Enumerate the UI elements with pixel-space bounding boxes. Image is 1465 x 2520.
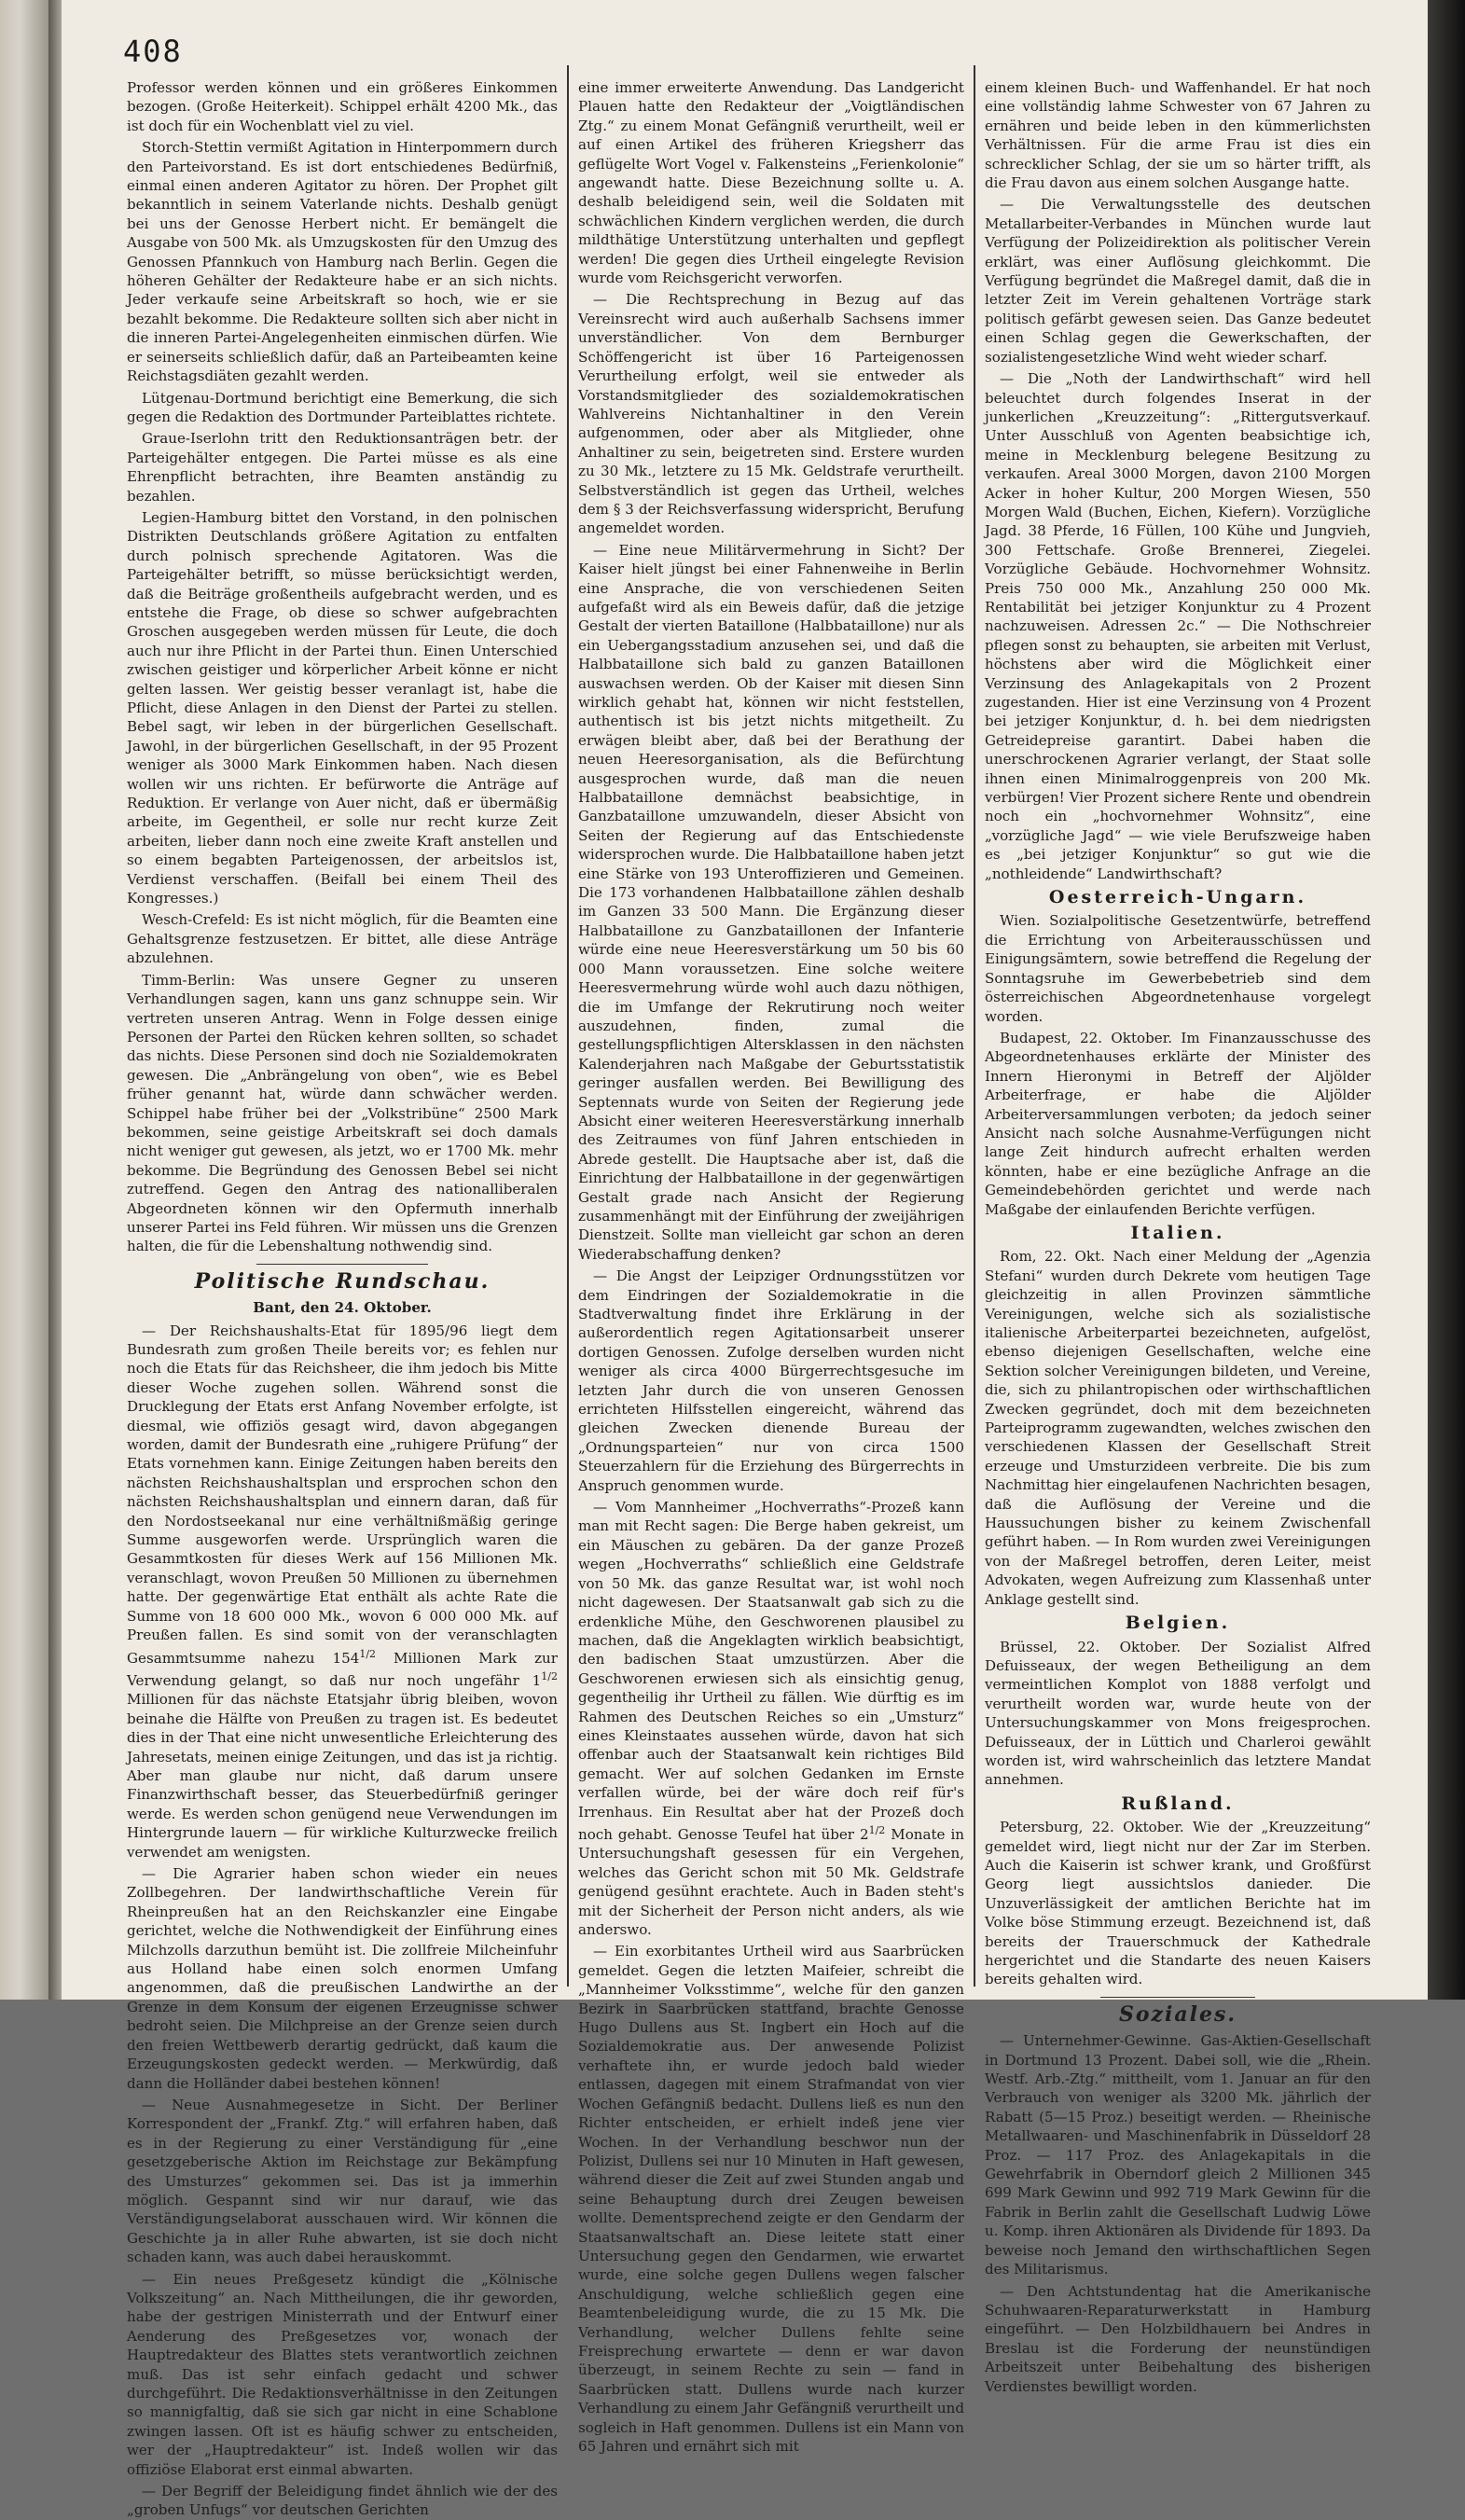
dark-page-edge xyxy=(1428,0,1465,2000)
separator-line xyxy=(256,1264,429,1265)
gutter-shadow xyxy=(48,0,62,2000)
article-text: — Die Verwaltungsstelle des deutschen Metallarbeiter-Verbandes in München wurde laut Verfügung der Polizeidirektion als politischer Verein erklärt, was einer Auflösung gleichkommt. Die Verfügung begründet die Maßregel damit, daß die in letzter Zeit im Verein gehaltenen Vorträge stark politisch gefärbt gewesen seien. Das Ganze bedeutet einen Schlag gegen die Gewerkschaften, der sozialistengesetzliche Wind weht wieder scharf. xyxy=(985,196,1371,366)
article-text: — Neue Ausnahmegesetze in Sicht. Der Berliner Korrespondent der „Frankf. Ztg.“ will erfahren haben, daß es in der Regierung zu einer Verständigung für „eine gesetzgeberische Aktion im Reichstage zur Bekämpfung des Umsturzes“ gekommen sei. Das ist ja immerhin möglich. Gespannt sind wir nur darauf, wie das Verständigungselaborat ausschauen wird. Wir können die Geschichte ja in aller Ruhe abwarten, ist sie doch nicht schaden kann, was auch dabei herauskommt. xyxy=(127,2096,558,2266)
country-heading-oesterreich: Oesterreich-Ungarn. xyxy=(1048,887,1307,908)
article-text: — Der Begriff der Beleidigung findet ähnlich wie der des „groben Unfugs“ vor deutschen Gerichten xyxy=(127,2483,558,2519)
country-heading-belgien: Belgien. xyxy=(1125,1613,1231,1634)
article-text: — Eine neue Militärvermehrung in Sicht? Der Kaiser hielt jüngst bei einer Fahnenweihe in Berlin eine Ansprache, die von verschiedenen Seiten aufgefaßt wird als ein Beweis dafür, daß die jetzige Gestalt der vierten Bataillone (Halbbataillone) nur als ein Uebergangsstadium anzusehen sei, und daß die Halbbataillone sich bald zu ganzen Bataillonen auswachsen werden. Ob der Kaiser mit diesen Sinn wirklich gehabt hat, können wir nicht feststellen, authentisch ist bis jetzt nichts mitgetheilt. Zu erwägen bleibt aber, daß bei der Berathung der neuen Heeresorganisation, als die Befürchtung ausgesprochen wurde, daß man die neuen Halbbataillone demnächst beabsichtige, in Ganzbataillone umzuwandeln, dieser Absicht von Seiten der Regierung auf das Entschiedenste widersprochen wurde. Die Halbbataillone haben jetzt eine Stärke von 193 Unteroffizieren und Gemeinen. Die 173 vorhandenen Halbbataillone zählen deshalb im Ganzen 33 500 Mann. Die Ergänzung dieser Halbbataillone zu Ganzbataillonen der Infanterie würde eine neue Heeresverstärkung um 50 bis 60 000 Mann voraussetzen. Eine solche weitere Heeresvermehrung würde wohl auch dazu nöthigen, die im Umfange der Rekrutirung noch weiter auszudehnen, finden, zumal die gestellungspflichtigen Altersklassen in den nächsten Kalenderjahren nach Maßgabe der Geburtsstatistik geringer ausfallen werden. Bei Bewilligung des Septennats wurde von Seiten der Regierung jede Absicht einer weiteren Heeresverstärkung innerhalb des Zeitraumes von fünf Jahren entschieden in Abrede gestellt. Die Hauptsache aber ist, daß die Einrichtung der Halbbataillone in der gegenwärtigen Gestalt grade nach Ansicht der Regierung zusammenhängt mit der Einführung der zweijährigen Dienstzeit. Sollte man vielleicht gar schon an deren Wiederabschaffung denken? xyxy=(578,541,964,1263)
article-text: eine immer erweiterte Anwendung. Das Landgericht Plauen hatte den Redakteur der „Voigtländischen Ztg.“ zu einem Monat Gefängniß verurtheilt, weil er auf einen Artikel des früheren Kriegsherr das geflügelte Wort Vogel v. Falkensteins „Ferienkolonie“ angewandt hatte. Diese Bezeichnung sollte u. A. deshalb beleidigend sein, weil die Soldaten mit schwächlichen Kindern verglichen werden, die durch mildthätige Unterstützung unterhalten und gepflegt werden! Die gegen dies Urtheil eingelegte Revision wurde vom Reichsgericht verworfen. xyxy=(578,79,964,287)
page-number: 408 xyxy=(123,34,183,69)
article-text: — Die „Noth der Landwirthschaft“ wird hell beleuchtet durch folgendes Inserat in der junkerlichen „Kreuzzeitung“: „Rittergutsverkauf. Unter Ausschluß von Agenten beabsichtige ich, meine in Mecklenburg belegene Besitzung zu verkaufen. Areal 3000 Morgen, davon 2100 Morgen Acker in hoher Kultur, 200 Morgen Wiesen, 550 Morgen Wald (Buchen, Eichen, Kiefern). Vorzügliche Jagd. 38 Pferde, 16 Füllen, 100 Kühe und Jungvieh, 300 Fettschafe. Große Brennerei, Ziegelei. Vorzügliche Gebäude. Hochvornehmer Wohnsitz. Preis 750 000 Mk., Anzahlung 250 000 Mk. Rentabilität bei jetziger Konjunktur zu 4 Prozent nachzuweisen. Adressen 2c.“ — Die Nothschreier pflegen sonst zu behaupten, sie arbeiten mit Verlust, höchstens aber wird die Möglichkeit einer Verzinsung des Anlagekapitals von 2 Prozent zugestanden. Hier ist eine Verzinsung von 4 Prozent bei jetziger Konjunktur, d. h. bei dem niedrigsten Getreidepreise garantirt. Dabei haben die unerschrockenen Agrarier verlangt, der Staat solle ihnen einen Minimalroggenpreis von 200 Mk. verbürgen! Vier Prozent sichere Rente und obendrein noch ein „hochvornehmer Wohnsitz“, eine „vorzügliche Jagd“ — wie viele Berufszweige haben es „bei jetziger Konjunktur“ so gut wie die „nothleidende“ Landwirthschaft? xyxy=(985,370,1371,882)
dateline: Bant, den 24. Oktober. xyxy=(253,1299,432,1317)
column-rule-1 xyxy=(567,65,569,1987)
separator-line xyxy=(1100,1997,1255,1998)
article-text: einem kleinen Buch- und Waffenhandel. Er hat noch eine vollständig lahme Schwester von 67 Jahren zu ernähren und beide leben in den kümmerlichsten Verhältnissen. Für die arme Frau ist dies ein schrecklicher Schlag, der sie um so härter trifft, als die Frau davon aus einem solchen Ausgange hatte. xyxy=(985,79,1371,192)
column-3 xyxy=(985,78,1371,2395)
article-text: Brüssel, 22. Oktober. Der Sozialist Alfred Defuisseaux, der wegen Betheiligung an dem vermeintlichen Komplot von 1888 verfolgt und verurtheilt worden war, wurde heute von der Untersuchungskammer von Mons freigesprochen. Defuisseaux, der in Lüttich und Charleroi gewählt worden ist, wird wahrscheinlich das letztere Mandat annehmen. xyxy=(985,1638,1371,1789)
fraction: 1/2 xyxy=(359,1647,377,1660)
article-text: — Ein exorbitantes Urtheil wird aus Saarbrücken gemeldet. Gegen die letzten Maifeier, schreibt die „Mannheimer Volksstimme“, welche für den ganzen Bezirk in Saarbrücken stattfand, brachte Genosse Hugo Dullens aus St. Ingbert ein Hoch auf die Sozialdemokratie aus. Der anwesende Polizist verhaftete ihn, er wurde jedoch bald wieder entlassen, dagegen mit einem Strafmandat von vier Wochen Gefängniß bedacht. Dullens ließ es nun den Richter entscheiden, er erhielt indeß jene vier Wochen. In der Verhandlung beschwor nun der Polizist, Dullens sei nur 10 Minuten in Haft gewesen, während dieser die Zeit auf zwei Stunden angab und seine Behauptung durch drei Zeugen beweisen wollte. Dementsprechend zeigte er den Gendarm der Staatsanwaltschaft an. Diese leitete statt einer Untersuchung gegen den Gendarmen, wie erwartet wurde, eine solche gegen Dullens wegen falscher Anschuldigung, welche schließlich gegen eine Beamtenbeleidigung wurde, die zu 15 Mk. Die Verhandlung, welcher Dullens fehlte seine Freisprechung erwartete — denn er war davon überzeugt, in seinem Rechte zu sein — fand in Saarbrücken statt. Dullens wurde nach kurzer Verhandlung zu einem Jahr Gefängniß verurtheilt und sogleich in Haft genommen. Dullens ist ein Mann von 65 Jahren und ernährt sich mit xyxy=(578,1943,964,2455)
article-text: — Den Achtstundentag hat die Amerikanische Schuhwaaren-Reparaturwerkstatt in Hamburg eingeführt. — Den Holzbildhauern bei Andres in Breslau ist die Forderung der neunstündigen Arbeitszeit unter Beibehaltung des bisherigen Verdienstes bewilligt worden. xyxy=(985,2282,1371,2395)
country-heading-italien: Italien. xyxy=(1130,1222,1225,1243)
column-1 xyxy=(127,78,558,2519)
article-text: — Ein neues Preßgesetz kündigt die „Kölnische Volkszeitung“ an. Nach Mittheilungen, die ihr geworden, habe der gestrigen Ministerrath und der Entwurf einer Aenderung des Preßgesetzes vor, wonach der Hauptredakteur des Blattes stets verantwortlich zeichnen muß. Das ist sehr einfach gedacht und schwer durchgeführt. Die Redaktionsverhältnisse in den Zeitungen so mannigfaltig, daß sie sich gar nicht in eine Schablone zwingen lassen. Oft ist es häufig schwer zu entscheiden, wer der „Hauptredakteur“ ist. Indeß wollen wir das offiziöse Elaborat erst einmal abwarten. xyxy=(127,2270,558,2478)
article-text-part: Millionen Mark zur Verwendung gelangt, so daß nur noch ungefähr 1 xyxy=(127,1649,558,1689)
article-text-part: Monate in Untersuchungshaft gesessen für ein Vergehen, welches das Gericht schon mit 50 Mk. Geldstrafe genügend gesühnt erachtete. Auch in Baden steht's mit der Sicherheit der Person nicht anders, als wie anderswo. xyxy=(578,1826,964,1939)
article-text: — Unternehmer-Gewinne. Gas-Aktien-Gesellschaft in Dortmund 13 Prozent. Dabei soll, wie die „Rhein. Westf. Arb.-Ztg.“ mittheilt, vom 1. Januar an für den Verbrauch von weniger als 3200 Mk. jährlich der Rabatt (5—15 Proz.) beseitigt werden. — Rheinische Metallwaaren- und Maschinenfabrik in Düsseldorf 28 Proz. — 117 Proz. des Anlagekapitals in die Gewehrfabrik in Oberndorf gleich 2 Millionen 345 699 Mark Gewinn und 992 719 Mark Gewinn für die Fabrik in Berlin zahlt die Gesellschaft Ludwig Löwe u. Komp. ihren Aktionären als Dividende für 1893. Da beweise noch Jemand den wirthschaftlichen Segen des Militarismus. xyxy=(985,2032,1371,2278)
section-heading: Politische Rundschau. xyxy=(194,1268,491,1294)
fraction: 1/2 xyxy=(541,1669,558,1682)
article-text: — Die Angst der Leipziger Ordnungsstützen vor dem Eindringen der Sozialdemokratie in die Stadtverwaltung findet ihre Erklärung in der außerordentlich regen Agitationsarbeit unserer dortigen Genossen. Zufolge derselben wurden nicht weniger als circa 4000 Bürgerrechtsgesuche im letzten Jahr durch die von unseren Genossen errichteten Hilfsstellen eingereicht, während das gleichen Zwecken dienende Bureau der „Ordnungsparteien“ nur von circa 1500 Steuerzahlern für die Erziehung des Bürgerrechts in Anspruch genommen wurde. xyxy=(578,1267,964,1494)
article-text: Budapest, 22. Oktober. Im Finanzausschusse des Abgeordnetenhauses erklärte der Minister des Innern Hieronymi in Betreff der Aljölder Arbeiterfrage, er habe die Aljölder Arbeiterversammlungen verboten; da jedoch seiner Ansicht nach solche Ausnahme-Verfügungen nicht lange Zeit hindurch aufrecht erhalten werden könnten, habe er eine bezügliche Anfrage an die Gemeindebehörden gerichtet und werde nach Maßgabe der einlaufenden Berichte verfügen. xyxy=(985,1029,1371,1218)
article-text: Rom, 22. Okt. Nach einer Meldung der „Agenzia Stefani“ wurden durch Dekrete vom heutigen Tage gleichzeitig in allen Provinzen sämmtliche Vereinigungen, welche sich als sozialistische italienische Arbeiterpartei bezeichneten, aufgelöst, ebenso diejenigen Gesellschaften, welche eine Sektion solcher Vereinigungen bildeten, und Vereine, die, sich zu philantropischen oder wirthschaftlichen Zwecken gegründet, doch mit dem bezeichneten Parteiprogramm zugewandten, welches zwischen den verschiedenen Klassen der Gesellschaft Streit erzeuge und Umsturzideen verbreite. Die bis zum Nachmittag hier eingelaufenen Nachrichten besagen, daß die Auflösung der Vereine und die Haussuchungen bisher zu keinem Zwischenfall geführt haben. — In Rom wurden zwei Vereinigungen von der Maßregel betroffen, deren Leiter, meist Advokaten, wegen Aufreizung zum Klassenhaß unter Anklage gestellt sind. xyxy=(985,1248,1371,1608)
country-heading-russland: Rußland. xyxy=(1121,1793,1235,1814)
article-text: Lütgenau-Dortmund berichtigt eine Bemerkung, die sich gegen die Redaktion des Dortmunder Parteiblattes richtete. xyxy=(127,389,558,425)
article-text-part: — Der Reichshaushalts-Etat für 1895/96 liegt dem Bundesrath zum großen Theile bereits vor; es fehlen nur noch die Etats für das Reichsheer, die ihm jedoch bis Mitte dieser Woche zugehen sollen. Während sonst die Drucklegung der Etats erst Anfang November erfolgte, ist diesmal, wie offiziös gesagt wird, davon abgegangen worden, damit der Bundesrath eine „ruhigere Prüfung“ der Etats vornehmen kann. Einige Zeitungen haben bereits den nächsten Reichshaushaltsplan und ersprochen schon den nächsten Reichshaushaltsplan und einnern daran, daß für den Nordostseekanal nur eine verhältnißmäßig geringe Summe ausgeworfen werde. Ursprünglich waren die Gesammtkosten für dieses Werk auf 156 Millionen Mk. veranschlagt, wovon Preußen 50 Millionen zu übernehmen hatte. Der gegenwärtige Etat enthält als achte Rate die Summe von 18 600 000 Mk., wovon 6 000 000 Mk. auf Preußen fallen. Es sind somit von der veranschlagten Gesammtsumme nahezu 154 xyxy=(127,1322,558,1667)
article-text: Wesch-Crefeld: Es ist nicht möglich, für die Beamten eine Gehaltsgrenze festzusetzen. Er bittet, alle diese Anträge abzulehnen. xyxy=(127,911,558,967)
article-text xyxy=(127,1322,558,1862)
article-text: — Die Rechtsprechung in Bezug auf das Vereinsrecht wird auch außerhalb Sachsens immer unverständlicher. Von dem Bernburger Schöffengericht ist über 16 Parteigenossen Verurtheilung erfolgt, weil sie entweder als Vorstandsmitglieder des sozialdemokratischen Wahlvereins Nichtanhaltiner in den Verein aufgenommen, oder aber als Mitglieder, ohne Anhaltiner zu sein, beigetreten sind. Erstere wurden zu 30 Mk., letztere zu 15 Mk. Geldstrafe verurtheilt. Selbstverständlich ist gegen das Urtheil, welches dem § 3 der Reichsverfassung widerspricht, Berufung angemeldet worden. xyxy=(578,291,964,537)
article-text: Wien. Sozialpolitische Gesetzentwürfe, betreffend die Errichtung von Arbeiterausschüssen und Einigungsämtern, sowie betreffend die Regelung der Sonntagsruhe im Gewerbebetrieb sind dem österreichischen Abgeordnetenhause vorgelegt worden. xyxy=(985,912,1371,1025)
article-text: Legien-Hamburg bittet den Vorstand, in den polnischen Distrikten Deutschlands größere Agitation zu entfalten durch polnisch sprechende Agitatoren. Was die Parteigehälter betrifft, so müsse berücksichtigt werden, daß die Beiträge großentheils aufgebracht werden, und es entstehe die Frage, ob diese so schwer aufgebrachten Groschen ausgegeben werden müssen für Leute, die doch auch nur ihre Pflicht in der Partei thun. Einen Unterschied zwischen geistiger und körperlicher Arbeit könne er nicht gelten lassen. Wer geistig besser veranlagt ist, habe die Pflicht, diese Anlagen in den Dienst der Partei zu stellen. Bebel sagt, wir leben in der bürgerlichen Gesellschaft. Jawohl, in der bürgerlichen Gesellschaft, in der 95 Prozent weniger als 3000 Mark Einkommen haben. Nach diesen wollen wir uns richten. Er befürworte die Anträge auf Reduktion. Er verlange von Auer nicht, daß er übermäßig arbeite, im Gegentheil, er solle nur recht kurze Zeit arbeiten, lieber dann noch eine zweite Kraft anstellen und so einem begabten Parteigenossen, der arbeitslos ist, Verdienst verschaffen. (Beifall bei einem Theil des Kongresses.) xyxy=(127,508,558,907)
article-text-part: — Vom Mannheimer „Hochverraths“-Prozeß kann man mit Recht sagen: Die Berge haben gekreist, um ein Mäuschen zu gebären. Da der ganze Prozeß wegen „Hochverraths“ schließlich eine Geldstrafe von 50 Mk. das ganze Resultat war, ist wohl noch nicht dagewesen. Der Staatsanwalt gab sich zu die erdenkliche Mühe, den Geschworenen plausibel zu machen, daß die Angeklagten wirklich beabsichtigt, den badischen Staat umzustürzen. Aber die Geschworenen erwiesen sich als einsichtig genug, gegentheilig ihr Urtheil zu fällen. Wie dürftig es im Rahmen des Deutschen Reiches so ein „Umsturz“ eines Kleinstaates aussehen würde, davon hat sich offenbar auch der Staatsanwalt kein richtiges Bild gemacht. Wer auf solchen Gedanken im Ernste verfallen würde, bei der wäre doch reif für's Irrenhaus. Ein Resultat aber hat der Prozeß doch noch gehabt. Genosse Teufel hat über 2 xyxy=(578,1499,964,1843)
article-text: Petersburg, 22. Oktober. Wie der „Kreuzzeitung“ gemeldet wird, liegt nicht nur der Zar im Sterben. Auch die Kaiserin ist schwer krank, und Großfürst Georg liegt aussichtslos danieder. Die Unzuverlässigkeit der amtlichen Berichte hat im Volke böse Stimmung erzeugt. Bezeichnend ist, daß bereits der Trauerschmuck der Kathedrale hergerichtet und die Standarte des neuen Kaisers bereits gehalten wird. xyxy=(985,1819,1371,1988)
article-text-part: Millionen für das nächste Etatsjahr übrig bleiben, wovon beinahe die Hälfte von Preußen zu tragen ist. Es bedeutet dies in der That eine nicht unwesentliche Erleichterung des Jahresetats, meinen einige Zeitungen, und das ist ja richtig. Aber man glaube nur nicht, daß darum unsere Finanzwirthschaft besser, das Steuerbedürfniß geringer werde. Es werden schon genügend neue Verwendungen im Hintergrunde lauern — für wirkliche Kulturzwecke freilich verwendet am wenigsten. xyxy=(127,1691,558,1861)
book-binding xyxy=(0,0,48,2000)
column-rule-2 xyxy=(974,65,975,1987)
article-text: Timm-Berlin: Was unsere Gegner zu unseren Verhandlungen sagen, kann uns ganz schnuppe sein. Wir vertreten unseren Antrag. Wenn in Folge dessen einige Personen der Partei den Rücken kehren sollten, so schadet das nichts. Diese Personen sind doch nie Sozialdemokraten gewesen. Die „Anbrängelung von oben“, wie es Bebel früher genannt hat, würde dann schwächer werden. Schippel habe früher bei der „Volkstribüne“ 2500 Mark bekommen, seine geistige Arbeitskraft sei doch damals nicht weniger gut gewesen, als jetzt, wo er 1700 Mk. mehr bekomme. Die Begründung des Genossen Bebel sei nicht zutreffend. Gegen den Antrag des nationalliberalen Abgeordneten können wir den Opfermuth innerhalb unserer Partei ins Feld führen. Wir müssen uns die Grenzen halten, die für die Lebenshaltung nothwendig sind. xyxy=(127,971,558,1255)
article-text: Storch-Stettin vermißt Agitation in Hinterpommern durch den Parteivorstand. Es ist dort entschiedenes Bedürfniß, einmal einen anderen Agitator zu hören. Der Prophet gilt bekanntlich in seinem Vaterlande nichts. Deshalb genügt bei uns der Genosse Herbert nicht. Er bemängelt die Ausgabe von 500 Mk. als Umzugskosten für den Umzug des Genossen Pfannkuch von Hamburg nach Berlin. Gegen die höheren Gehälter der Redakteure habe er an sich nichts. Jeder verkaufe seine Arbeitskraft so hoch, wie er sie bezahlt bekomme. Die Redakteure sollten sich aber nicht in die inneren Partei-Angelegenheiten einmischen dürfen. Wie er seinerseits schließlich dafür, daß an Parteibeamten keine Reichstagsdiäten gezahlt werden. xyxy=(127,139,558,385)
section-heading-soziales: Soziales. xyxy=(1118,2001,1237,2027)
article-text xyxy=(578,1498,964,1939)
article-text: Professor werden können und ein größeres Einkommen bezogen. (Große Heiterkeit). Schippel erhält 4200 Mk., das ist doch für ein Wochenblatt viel zu viel. xyxy=(127,79,558,134)
column-2 xyxy=(578,78,964,2455)
article-text: Graue-Iserlohn tritt den Reduktionsanträgen betr. der Parteigehälter entgegen. Die Partei müsse es als eine Ehrenpflicht betrachten, ihre Beamten anständig zu bezahlen. xyxy=(127,430,558,505)
fraction: 1/2 xyxy=(868,1823,886,1836)
article-text: — Die Agrarier haben schon wieder ein neues Zollbegehren. Der landwirthschaftliche Verein für Rheinpreußen hat an den Reichskanzler eine Eingabe gerichtet, welche die Nothwendigkeit der Einführung eines Milchzolls darzuthun bemüht ist. Die zollfreie Milcheinfuhr aus Holland habe einen solch enormen Umfang angenommen, daß die preußischen Landwirthe an der Grenze in dem Konsum der eigenen Erzeugnisse schwer bedroht seien. Die Milchpreise an der Grenze seien durch den freien Wettbewerb derartig gedrückt, daß kaum die Erzeugungskosten gedeckt werden. — Merkwürdig, daß dann die Holländer dabei bestehen können! xyxy=(127,1865,558,2092)
